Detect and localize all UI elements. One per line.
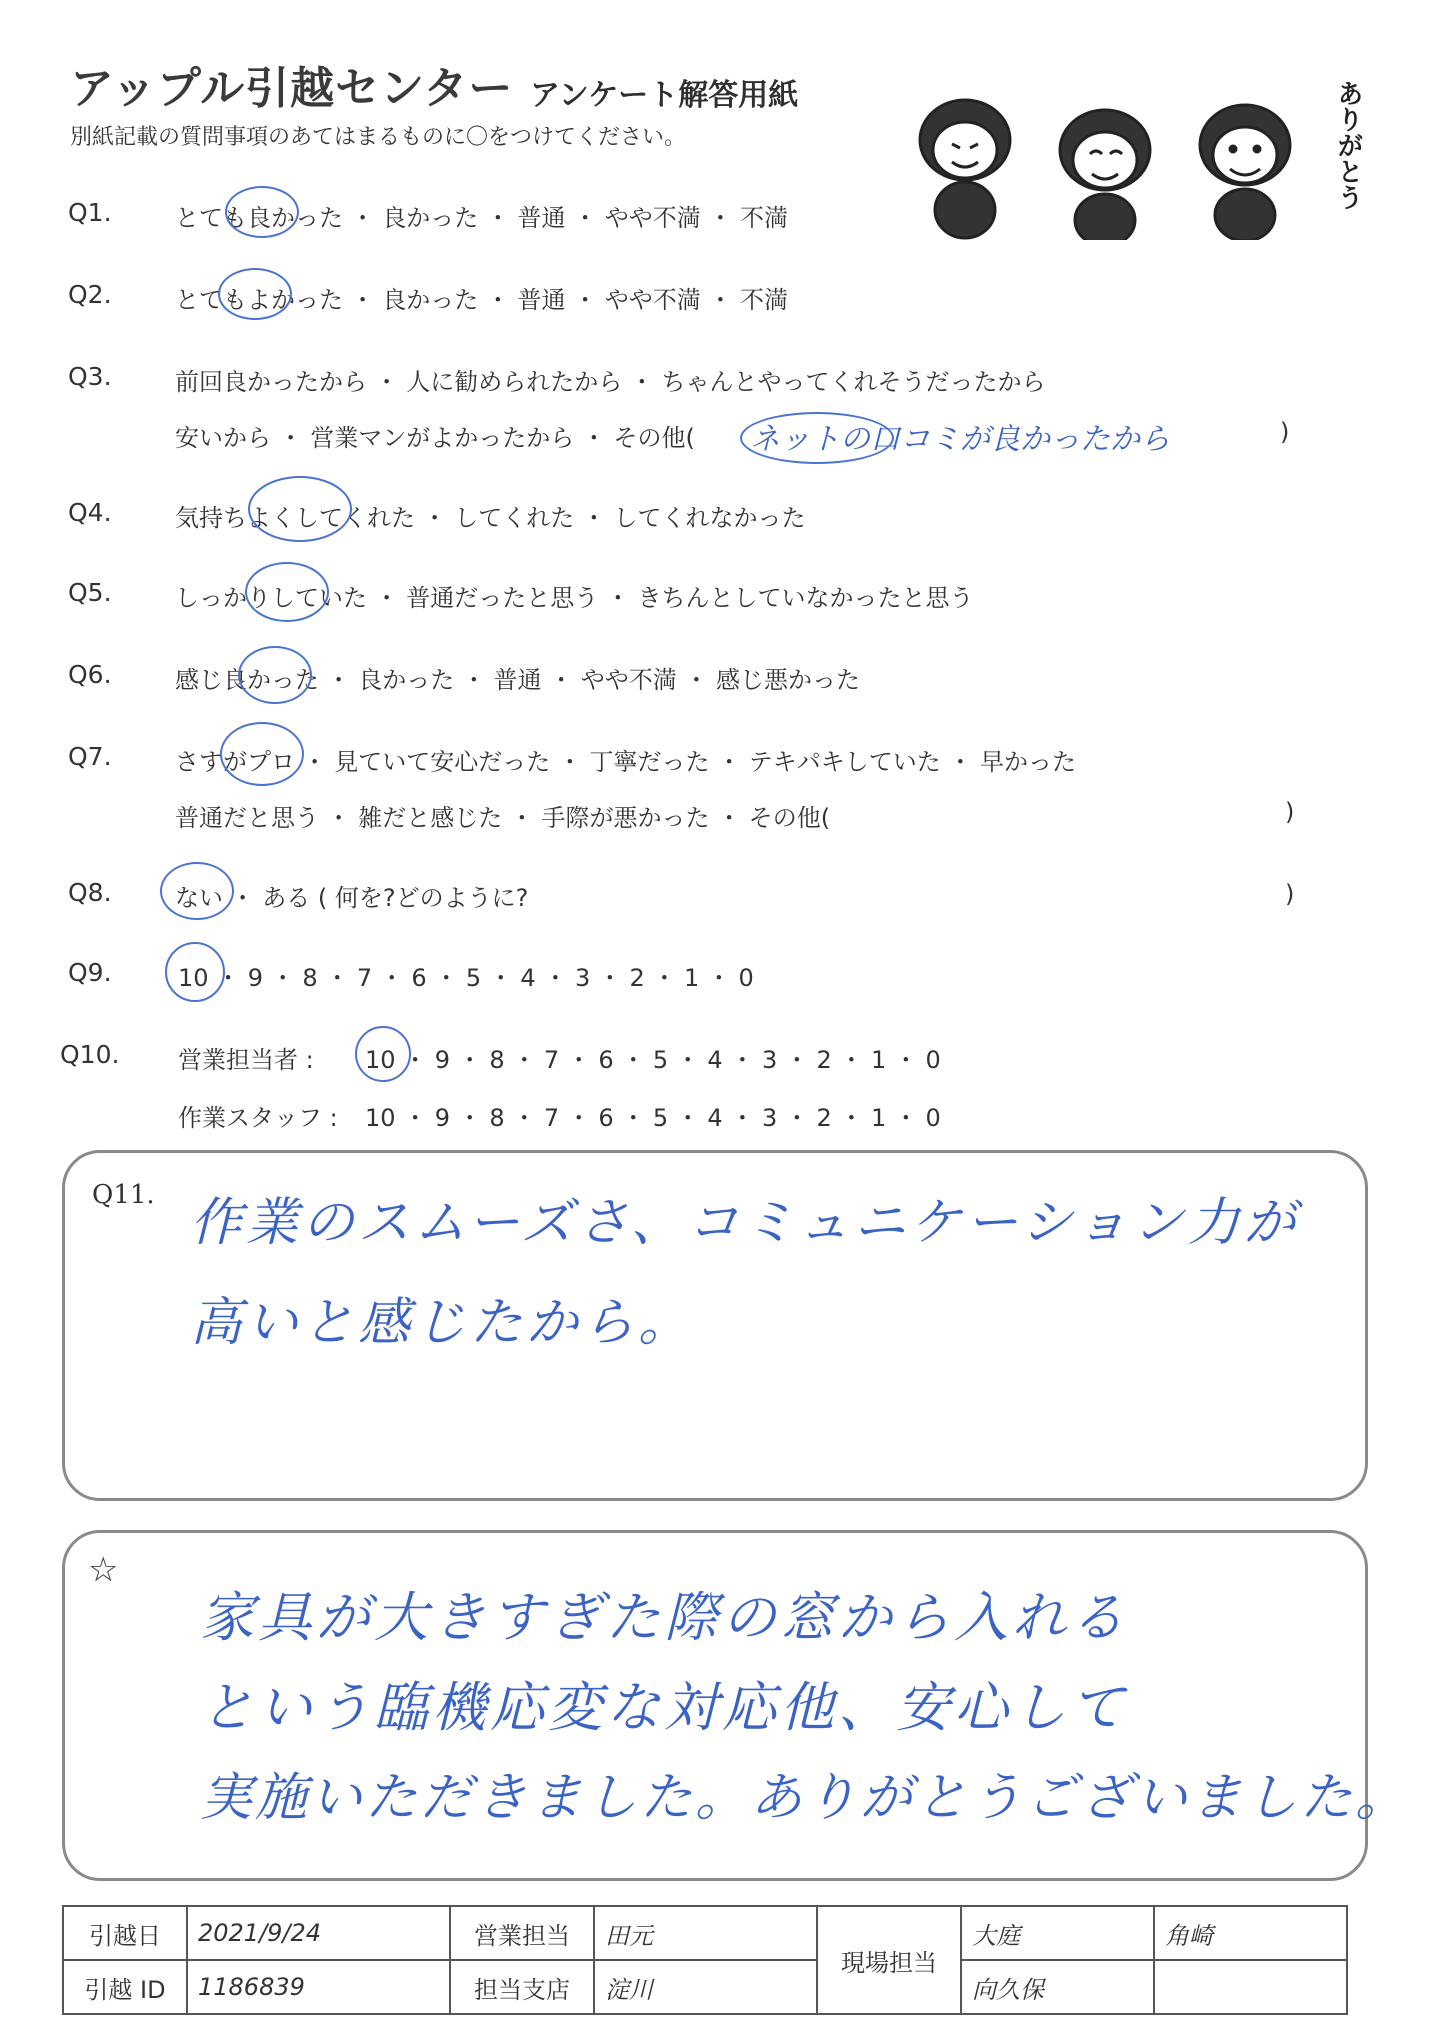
branch-name: 淀川 xyxy=(594,1960,817,2014)
q3-options-line1[interactable]: 前回良かったから ・ 人に勧められたから ・ ちゃんとやってくれそうだったから xyxy=(175,368,1046,396)
site-name-2: 角崎 xyxy=(1154,1906,1347,1960)
q7-options-line2[interactable]: 普通だと思う ・ 雑だと感じた ・ 手際が悪かった ・ その他( xyxy=(175,804,831,832)
mascot-illustration xyxy=(890,70,1330,240)
q3-other-close: ) xyxy=(1280,418,1290,446)
instruction-text: 別紙記載の質問事項のあてはまるものに〇をつけてください。 xyxy=(70,125,687,150)
footer-info-table xyxy=(62,1905,1348,2015)
mascot-thanks-text: ありがとう xyxy=(1333,80,1363,210)
q6-label: Q6. xyxy=(68,660,112,689)
q7-label: Q7. xyxy=(68,742,112,771)
move-date-value: 2021/9/24 xyxy=(187,1906,450,1960)
q7-options-line1[interactable]: さすがプロ ・ 見ていて安心だった ・ 丁寧だった ・ テキパキしていた ・ 早かった xyxy=(175,748,1077,776)
monkey-icon xyxy=(1060,110,1150,240)
q9-answer-circle xyxy=(165,942,225,1002)
q7-other-close: ) xyxy=(1285,798,1295,826)
q10-sales-scale[interactable]: 10 ・ 9 ・ 8 ・ 7 ・ 6 ・ 5 ・ 4 ・ 3 ・ 2 ・ 1 ・ 0 xyxy=(365,1046,941,1074)
move-id-value: 1186839 xyxy=(187,1960,450,2014)
q10-sales-label: 営業担当者 : xyxy=(178,1046,314,1074)
monkey-icon xyxy=(920,100,1010,238)
star-handwritten-line2: という臨機応変な対応他、安心して xyxy=(200,1676,1128,1739)
q3-handwritten-other: ネットの口コミが良かったから xyxy=(750,422,1170,457)
sales-label: 営業担当 xyxy=(450,1906,594,1960)
empty-cell xyxy=(1154,1960,1347,2014)
q8-options[interactable]: ない ・ ある ( 何を?どのように? xyxy=(175,884,529,912)
star-handwritten-line1: 家具が大きすぎた際の窓から入れる xyxy=(200,1586,1128,1649)
q2-options[interactable]: とてもよかった ・ 良かった ・ 普通 ・ やや不満 ・ 不満 xyxy=(175,286,789,314)
company-title: アップル引越センター xyxy=(70,63,514,114)
site-label: 現場担当 xyxy=(817,1906,961,2014)
q6-options[interactable]: 感じ良かった ・ 良かった ・ 普通 ・ やや不満 ・ 感じ悪かった xyxy=(175,666,861,694)
q1-answer-circle xyxy=(225,186,299,238)
q5-options[interactable]: しっかりしていた ・ 普通だったと思う ・ きちんとしていなかったと思う xyxy=(175,584,974,612)
star-label: ☆ xyxy=(88,1550,119,1590)
q11-handwritten-line1: 作業のスムーズさ、コミュニケーション力が xyxy=(190,1193,1300,1253)
branch-label: 担当支店 xyxy=(450,1960,594,2014)
q5-label: Q5. xyxy=(68,578,112,607)
star-handwritten-line3: 実施いただきました。ありがとうございました。 xyxy=(200,1768,1411,1828)
q10-staff-scale[interactable]: 10 ・ 9 ・ 8 ・ 7 ・ 6 ・ 5 ・ 4 ・ 3 ・ 2 ・ 1 ・ 0 xyxy=(365,1104,941,1132)
sales-name: 田元 xyxy=(594,1906,817,1960)
site-name-3: 向久保 xyxy=(961,1960,1154,2014)
q6-answer-circle xyxy=(238,646,312,704)
q3-options-line2[interactable]: 安いから ・ 営業マンがよかったから ・ その他( xyxy=(175,424,695,452)
q11-label: Q11. xyxy=(92,1180,155,1210)
q10-staff-label: 作業スタッフ : xyxy=(178,1104,338,1132)
q10-label: Q10. xyxy=(60,1040,120,1069)
q8-label: Q8. xyxy=(68,878,112,907)
site-name-1: 大庭 xyxy=(961,1906,1154,1960)
q9-label: Q9. xyxy=(68,958,112,987)
q5-answer-circle xyxy=(245,562,329,622)
q7-answer-circle xyxy=(220,722,304,786)
q4-answer-circle xyxy=(248,476,352,542)
q2-label: Q2. xyxy=(68,280,112,309)
q4-options[interactable]: 気持ちよくしてくれた ・ してくれた ・ してくれなかった xyxy=(175,504,806,532)
q8-other-close: ) xyxy=(1285,880,1295,908)
move-id-label: 引越 ID xyxy=(63,1960,187,2014)
monkey-icon xyxy=(1200,105,1290,240)
q9-scale[interactable]: 10 ・ 9 ・ 8 ・ 7 ・ 6 ・ 5 ・ 4 ・ 3 ・ 2 ・ 1 ・ 0 xyxy=(178,964,754,992)
q3-label: Q3. xyxy=(68,362,112,391)
move-date-label: 引越日 xyxy=(63,1906,187,1960)
q11-handwritten-line2: 高いと感じたから。 xyxy=(190,1293,695,1353)
q3-answer-circle xyxy=(740,412,894,464)
q8-answer-circle xyxy=(160,862,234,920)
q2-answer-circle xyxy=(218,268,292,320)
q4-label: Q4. xyxy=(68,498,112,527)
q1-label: Q1. xyxy=(68,198,112,227)
q10-sales-answer-circle xyxy=(355,1026,411,1082)
q1-options[interactable]: とても良かった ・ 良かった ・ 普通 ・ やや不満 ・ 不満 xyxy=(175,204,789,232)
form-subtitle: アンケート解答用紙 xyxy=(530,78,799,113)
